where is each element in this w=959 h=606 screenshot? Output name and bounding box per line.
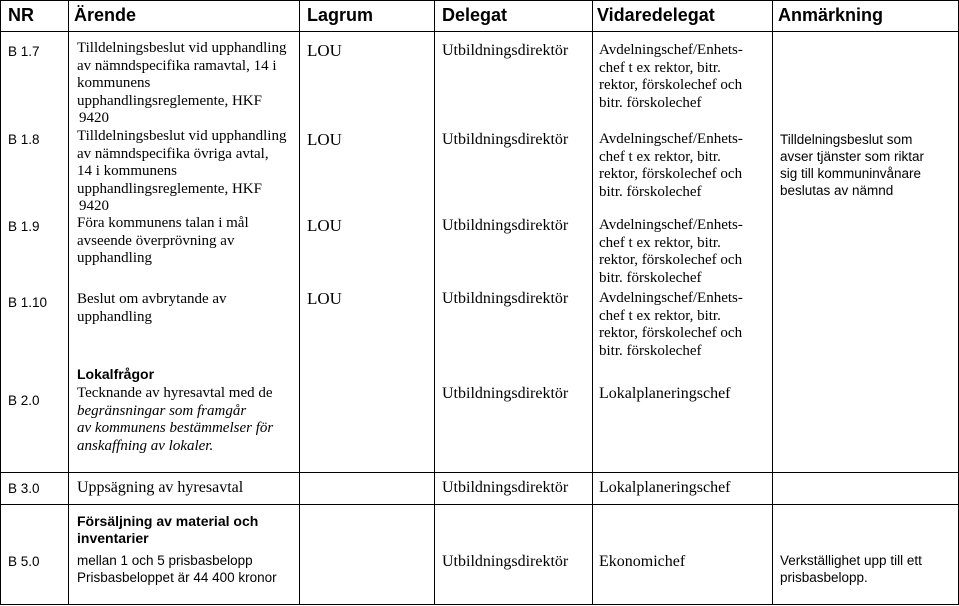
row-vidaredelegat: Lokalplaneringschef [599, 385, 731, 402]
row-arende: Tecknande av hyresavtal med de begränsningar som framgår av kommunens bestämmelser för anskaffning av lokaler. [77, 385, 274, 454]
header-arende: Ärende [74, 5, 137, 25]
row-divider [0, 504, 959, 505]
row-nr: B 3.0 [8, 481, 40, 496]
row-anmarkning: Tilldelningsbeslut som avser tjänster som riktar sig till kommuninvånare beslutas av nämnd [780, 132, 925, 198]
row-delegat: Utbildningsdirektör [442, 479, 569, 496]
header-anmarkning: Anmärkning [778, 5, 884, 25]
table-bottom-border [0, 604, 959, 605]
row-delegat: Utbildningsdirektör [442, 131, 569, 148]
row-vidaredelegat: Avdelningschef/Enhets- chef t ex rektor, bitr. rektor, förskolechef och bitr. förskolechef [599, 42, 743, 111]
row-anmarkning: Verkställighet upp till ett prisbasbelopp. [780, 553, 922, 585]
column-divider [0, 0, 1, 605]
header-delegat: Delegat [442, 5, 508, 25]
row-nr: B 1.7 [8, 44, 40, 59]
row-arende: Föra kommunens talan i mål avseende överprövning av upphandling [77, 215, 249, 266]
section-heading-lokalfragor: Lokalfrågor [77, 366, 155, 382]
row-vidaredelegat: Avdelningschef/Enhets- chef t ex rektor, bitr. rektor, förskolechef och bitr. förskolechef [599, 131, 743, 200]
row-vidaredelegat: Avdelningschef/Enhets- chef t ex rektor, bitr. rektor, förskolechef och bitr. förskolechef [599, 290, 743, 359]
row-delegat: Utbildningsdirektör [442, 553, 569, 570]
header-lagrum: Lagrum [307, 5, 374, 25]
row-delegat: Utbildningsdirektör [442, 42, 569, 59]
table-top-border [0, 0, 959, 1]
row-vidaredelegat: Ekonomichef [599, 553, 686, 570]
row-nr: B 1.8 [8, 132, 40, 147]
column-divider [434, 0, 435, 605]
row-lagrum: LOU [307, 289, 342, 308]
column-divider [772, 0, 773, 605]
row-vidaredelegat: Lokalplaneringschef [599, 479, 731, 496]
row-arende: Tilldelningsbeslut vid upphandling av nämndspecifika ramavtal, 14 i kommunens upphandlingsreglemente, HKF 9420 [77, 40, 287, 126]
header-vidaredelegat: Vidaredelegat [597, 5, 715, 25]
row-nr: B 1.10 [8, 295, 48, 310]
row-arende: Tilldelningsbeslut vid upphandling av nämndspecifika övriga avtal, 14 i kommunens upphandlingsreglemente, HKF 9420 [77, 128, 287, 214]
column-divider [299, 0, 300, 605]
row-divider [0, 472, 959, 473]
column-divider [68, 0, 69, 605]
row-lagrum: LOU [307, 130, 342, 149]
row-lagrum: LOU [307, 216, 342, 235]
row-delegat: Utbildningsdirektör [442, 290, 569, 307]
row-lagrum: LOU [307, 41, 342, 60]
row-delegat: Utbildningsdirektör [442, 217, 569, 234]
row-vidaredelegat: Avdelningschef/Enhets- chef t ex rektor, bitr. rektor, förskolechef och bitr. förskolechef [599, 217, 743, 286]
header-bottom-border [0, 31, 959, 32]
row-nr: B 1.9 [8, 219, 40, 234]
column-divider [592, 0, 593, 605]
row-arende: mellan 1 och 5 prisbasbelopp Prisbasbeloppet är 44 400 kronor [77, 553, 277, 585]
row-nr: B 5.0 [8, 554, 40, 569]
row-arende: Uppsägning av hyresavtal [77, 479, 244, 496]
row-nr: B 2.0 [8, 393, 40, 408]
section-heading-forsaljning: Försäljning av material och inventarier [77, 513, 259, 546]
row-arende: Beslut om avbrytande av upphandling [77, 291, 227, 325]
row-delegat: Utbildningsdirektör [442, 385, 569, 402]
header-nr: NR [8, 5, 34, 25]
